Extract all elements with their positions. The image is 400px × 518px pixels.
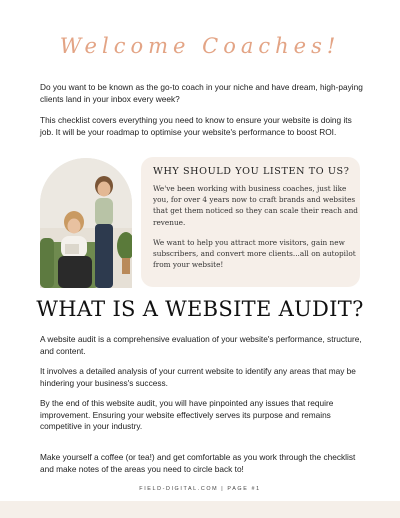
welcome-heading: Welcome Coaches! bbox=[59, 34, 341, 58]
card-paragraph-1: We've been working with business coaches, just like you, for over 4 years now to craft brands and websites that get them noticed so they can scale their reach and revenue. bbox=[153, 184, 358, 227]
card-paragraph-2: We want to help you attract more visitors, gain new subscribers, and convert more clients...all on autopilot from your website! bbox=[153, 238, 356, 270]
team-photo bbox=[40, 158, 132, 288]
audit-paragraph-4: Make yourself a coffee (or tea!) and get comfortable as you work through the checklist and make notes of the areas you need to circle back to! bbox=[40, 452, 356, 474]
audit-paragraph-2: It involves a detailed analysis of your current website to identify any areas that may be hindering your business's success. bbox=[40, 366, 356, 388]
card-title: WHY SHOULD YOU LISTEN TO US? bbox=[153, 166, 350, 177]
footer-page-label: FIELD-DIGITAL.COM | PAGE #1 bbox=[139, 486, 261, 492]
intro-paragraph-1: Do you want to be known as the go-to coach in your niche and have dream, high-paying clients land in your inbox every week? bbox=[40, 82, 363, 104]
intro-paragraph-2: This checklist covers everything you need to know to ensure your website is doing its job. It will be your roadmap to optimise your website's performance to boost ROI. bbox=[40, 115, 352, 137]
footer-band bbox=[0, 501, 400, 518]
audit-heading: WHAT IS A WEBSITE AUDIT? bbox=[36, 297, 364, 321]
audit-paragraph-3: By the end of this website audit, you will have pinpointed any issues that require improvement. Ensuring your website effectively serves its purpose and remains competitive in your industry. bbox=[40, 398, 334, 432]
audit-paragraph-1: A website audit is a comprehensive evaluation of your website's performance, structure, and content. bbox=[40, 334, 362, 356]
team-photo-illustration bbox=[40, 158, 132, 288]
